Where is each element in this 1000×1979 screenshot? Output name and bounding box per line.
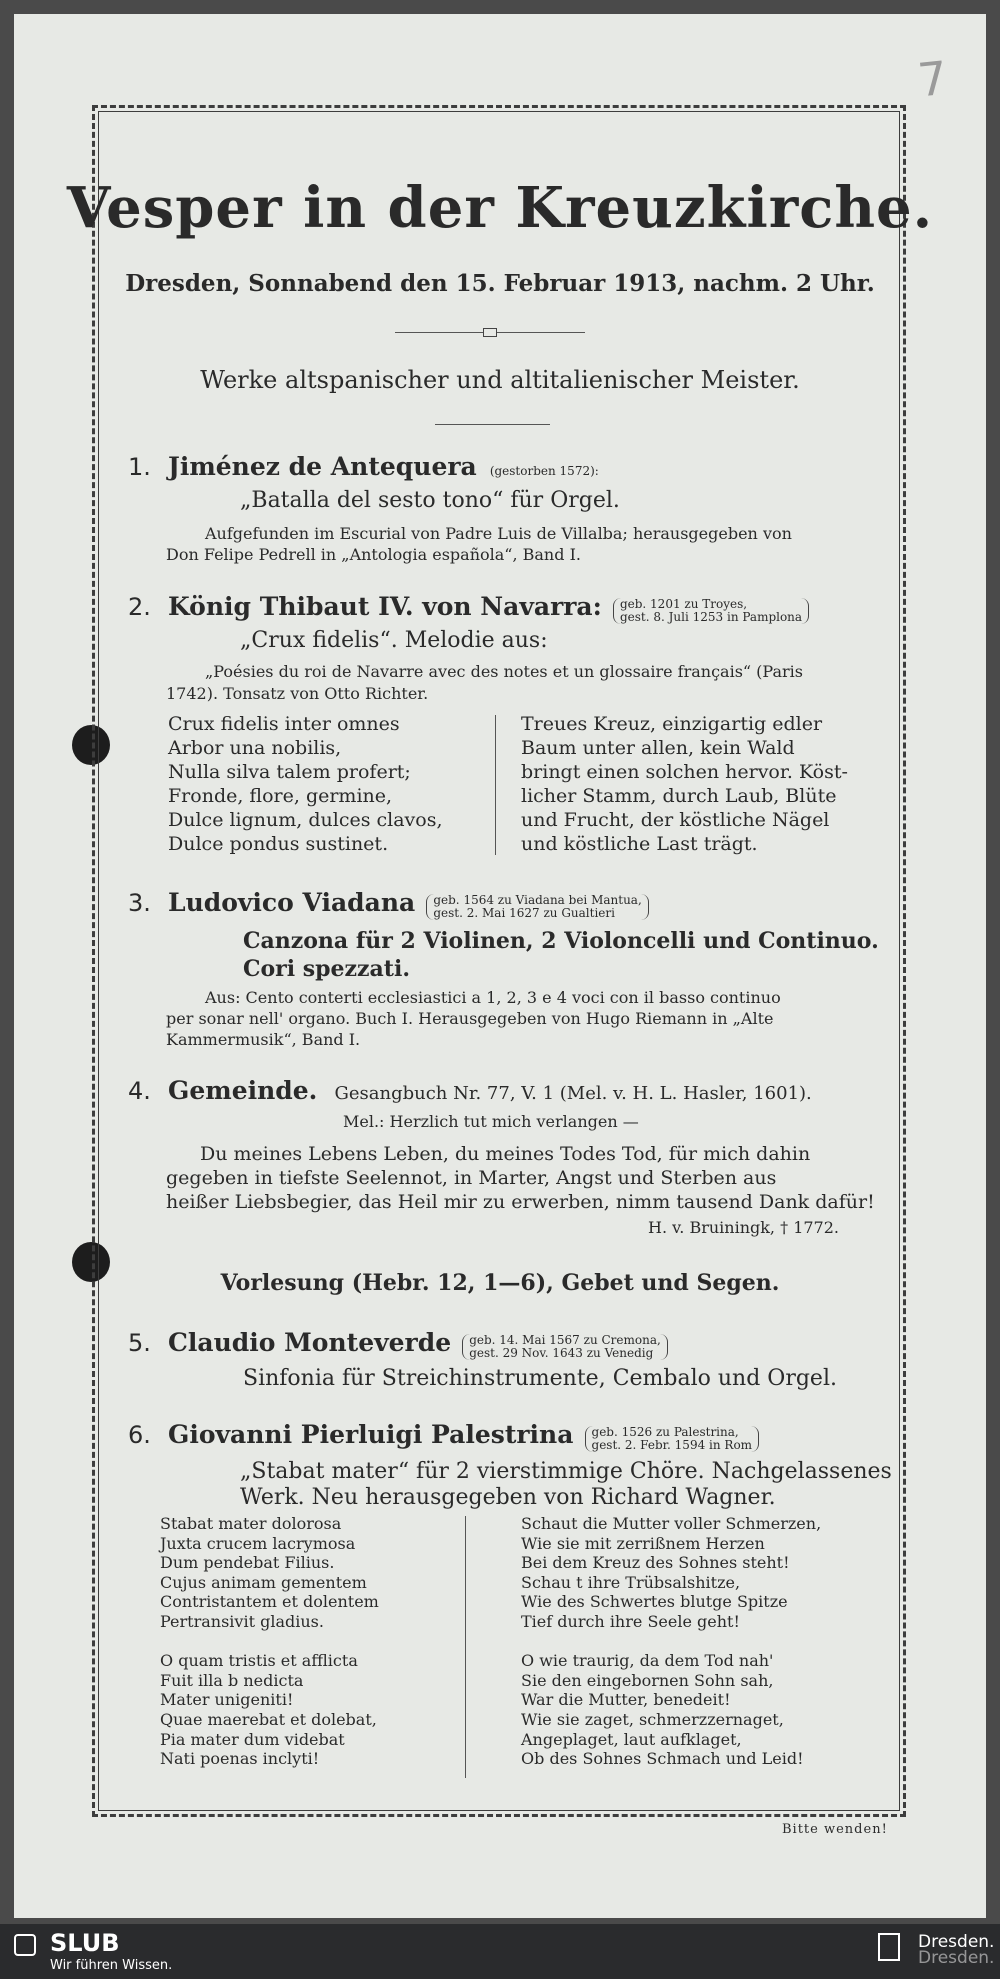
reading-prayer: Vorlesung (Hebr. 12, 1—6), Gebet und Segen. (220, 1270, 780, 1296)
composer-dates: geb. 1201 zu Troyes, gest. 8. Juli 1253 in Pamplona (613, 598, 809, 624)
slub-logo-icon (14, 1934, 36, 1956)
item-number: 2. (128, 593, 151, 621)
item-number: 6. (128, 1421, 151, 1449)
composer-dates: geb. 1564 zu Viadana bei Mantua, gest. 2. Mai 1627 zu Gualtieri (426, 894, 648, 920)
note-line: Kammermusik“, Band I. (166, 1030, 361, 1049)
lyrics-german: Treues Kreuz, einzigartig edler Baum unter allen, kein Wald bringt einen solchen hervor. Köst- licher Stamm, durch Laub, Blüte und Frucht, der köstliche Nägel und köstliche Last trägt. (521, 713, 848, 855)
item-number: 4. (128, 1077, 151, 1105)
verse-author: H. v. Bruiningk, † 1772. (648, 1218, 839, 1237)
slub-brand[interactable]: SLUB (50, 1929, 120, 1957)
divider (435, 424, 550, 425)
page-number: 7 (915, 50, 951, 108)
turn-page-note: Bitte wenden! (782, 1822, 888, 1837)
verse-line: gegeben in tiefste Seelennot, in Marter, Angst und Sterben aus (166, 1167, 777, 1189)
note-line: 1742). Tonsatz von Otto Richter. (166, 684, 429, 703)
composer-name: Ludovico Viadana (168, 888, 416, 917)
work-title: „Stabat mater“ für 2 vierstimmige Chöre. Nachgelassenes (240, 1459, 892, 1484)
event-subtitle: Dresden, Sonnabend den 15. Februar 1913, nachm. 2 Uhr. (125, 270, 875, 297)
dresden-crest-icon (878, 1933, 900, 1961)
program-item-5 (128, 1328, 668, 1360)
lyrics-latin: Crux fidelis inter omnes Arbor una nobilis, Nulla silva talem profert; Fronde, flore, germine, Dulce lignum, dulces clavos, Dulce pondus sustinet. (168, 713, 443, 855)
work-title: Sinfonia für Streichinstrumente, Cembalo und Orgel. (243, 1366, 837, 1391)
work-title-line-2: Cori spezzati. (243, 956, 410, 982)
note-line: Aus: Cento conterti ecclesiastici a 1, 2, 3 e 4 voci con il basso continuo (205, 988, 781, 1007)
composer-name: König Thibaut IV. von Navarra: (168, 592, 602, 621)
item-number: 3. (128, 889, 151, 917)
program-item-6 (128, 1420, 759, 1452)
note-line: „Poésies du roi de Navarre avec des notes et un glossaire français“ (Paris (205, 662, 803, 681)
hymn-detail: Gesangbuch Nr. 77, V. 1 (Mel. v. H. L. Hasler, 1601). (334, 1083, 812, 1104)
composer-dates: geb. 14. Mai 1567 zu Cremona, gest. 29 Nov. 1643 zu Venedig (462, 1334, 668, 1360)
composer-name: Gemeinde. (168, 1076, 318, 1105)
lyrics-german: Schaut die Mutter voller Schmerzen, Wie sie mit zerrißnem Herzen Bei dem Kreuz des Sohnes steht! Schau t ihre Trübsalshitze, Wie des Schwertes blutge Spitze Tief durch ihre Seele geht! O wie traurig, da dem Tod nah' Sie den eingebornen Sohn sah, War die Mutter, benedeit! Wie sie zaget, schmerzzernaget, Angeplaget, laut aufklaget, Ob des Sohnes Schmach und Leid! (521, 1514, 822, 1769)
item-number: 5. (128, 1329, 151, 1357)
verse-line: Du meines Lebens Leben, du meines Todes Tod, für mich dahin (200, 1143, 811, 1165)
dresden-logo[interactable]: Dresden. Dresden. (918, 1932, 995, 1968)
composer-name: Jiménez de Antequera (168, 452, 477, 481)
column-divider (495, 715, 496, 855)
work-title: Canzona für 2 Violinen, 2 Violoncelli und Continuo. (243, 928, 879, 954)
work-title-line-2: Werk. Neu herausgegeben von Richard Wagner. (240, 1485, 776, 1510)
lyrics-latin: Stabat mater dolorosa Juxta crucem lacrymosa Dum pendebat Filius. Cujus animam gementem Contristantem et dolentem Pertransivit gladius. O quam tristis et afflicta Fuit illa b nedicta Mater unigeniti! Quae maerebat et dolebat, Pia mater dum videbat Nati poenas inclyti! (160, 1514, 379, 1769)
composer-name: Claudio Monteverde (168, 1328, 452, 1357)
verse-line: heißer Liebsbegier, das Heil mir zu erwerben, nimm tausend Dank dafür! (166, 1191, 875, 1213)
note-line: Aufgefunden im Escurial von Padre Luis de Villalba; herausgegeben von (205, 524, 792, 543)
composer-dates: (gestorben 1572): (489, 464, 599, 478)
slub-tagline: Wir führen Wissen. (50, 1958, 173, 1973)
section-heading: Werke altspanischer und altitalienischer Meister. (200, 366, 800, 394)
work-title: „Batalla del sesto tono“ für Orgel. (240, 488, 620, 513)
melody-note: Mel.: Herzlich tut mich verlangen — (343, 1112, 639, 1131)
program-item-2 (128, 592, 809, 624)
program-item-3 (128, 888, 649, 920)
item-number: 1. (128, 453, 151, 481)
composer-dates: geb. 1526 zu Palestrina, gest. 2. Febr. 1594 in Rom (585, 1426, 760, 1452)
note-line: Don Felipe Pedrell in „Antologia española“, Band I. (166, 545, 581, 564)
program-item-4 (128, 1076, 812, 1105)
page-title: Vesper in der Kreuzkirche. (66, 175, 934, 241)
composer-name: Giovanni Pierluigi Palestrina (168, 1420, 574, 1449)
ornament-center (483, 328, 497, 337)
note-line: per sonar nell' organo. Buch I. Herausgegeben von Hugo Riemann in „Alte (166, 1009, 774, 1028)
work-title: „Crux fidelis“. Melodie aus: (240, 628, 548, 653)
program-item-1 (128, 452, 599, 481)
column-divider (465, 1516, 466, 1778)
